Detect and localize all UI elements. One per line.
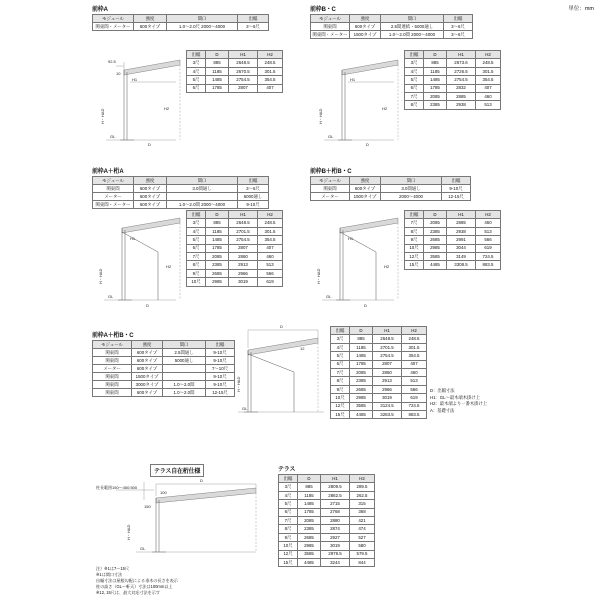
- svg-text:GL: GL: [242, 406, 248, 411]
- section-maewaku-bc-keta-bc: [310, 166, 471, 201]
- svg-text:D: D: [200, 478, 203, 483]
- terrace-title: [278, 464, 295, 474]
- drawing-maewaku-a-keta-a: [96, 208, 182, 313]
- drawing-maewaku-bc: [314, 48, 400, 153]
- table-row: メーター 1500タイプ 2000～4000 12-15尺: [311, 193, 471, 201]
- footer-note: 出幅寸法は屋根勾配による垂木の長さを表示: [96, 577, 178, 583]
- svg-text:D: D: [148, 142, 151, 147]
- footer-note: 柱の高さ（GL～軒天）寸法は100mm以上: [96, 583, 173, 589]
- dim-table-maewaku-a-keta-bc: [330, 326, 427, 419]
- table-row: 7尺 2085 2860 460: [187, 252, 283, 260]
- svg-text:D: D: [146, 303, 149, 308]
- spec-table: モジュール 強度 間口 出幅 関東間 600タイプ 2.5間連結・5000通し 3～6尺 関東間・メーター 1500タイプ 1.0～2.0間 2000～4000 3～6尺: [310, 14, 473, 39]
- table-row: 10尺 2985 3019 580: [279, 542, 375, 550]
- footer-notes: [96, 566, 396, 596]
- dim-table-maewaku-bc: [404, 50, 501, 110]
- svg-text:GL: GL: [108, 294, 114, 299]
- table-row: 3尺 885 2809.5 289.5: [279, 483, 375, 491]
- footer-note: ※1は間口寸法: [96, 571, 123, 577]
- svg-text:GL: GL: [326, 294, 332, 299]
- table-row: 関東間 600タイプ 5000通し 9-10尺: [93, 357, 235, 365]
- spec-table: モジュール 強度 間口 出幅 関東間 600タイプ 3.0間通し 3～6尺 メーター 600タイプ 6000通し 関東間・メーター 600タイプ 1.0～2.0間 2000～4000 9-10尺: [92, 176, 269, 209]
- dim-table: 出幅 D H1 H2 3尺 885 2648.5 248.5 4尺 1185 2701.5 301.5 5尺 1485 2754.5 354.5 6尺 1785 2807 407 7尺 2085 2860 460 8尺 2385 2913 513 9尺 2685 2966 566 10尺 2985 3019 619: [186, 210, 283, 287]
- table-row: 関東間・メーター 600タイプ 1.0～2.0尺 2000～4000 3～6尺: [93, 23, 269, 31]
- section-title: 前枠B・C: [310, 7, 336, 13]
- table-row: 10尺 2985 3019 619: [331, 394, 427, 402]
- col-module: モジュール: [93, 15, 134, 23]
- svg-text:H1: H1: [130, 236, 136, 241]
- legend-item: H1：GL～最木端木掛け上: [430, 394, 480, 400]
- dim-table: 出幅 D H1 H2 3尺 885 2673.6 248.5 4尺 1185 2726.5 301.5 5尺 1485 2754.5 354.5 6尺 1785 2832 407 7尺 2085 2885 460 8尺 2385 2938 513: [404, 50, 501, 110]
- section-maewaku-a-keta-a: [92, 166, 269, 209]
- unit-label: 単位：mm: [568, 6, 594, 12]
- svg-text:H・HAD: H・HAD: [236, 376, 241, 392]
- dim-table-maewaku-a-keta-a: [186, 210, 283, 287]
- drawing-maewaku-a: [96, 48, 182, 153]
- section-title-terrace: テラス: [278, 467, 296, 473]
- table-row: 6尺 1785 2807 407: [331, 360, 427, 368]
- svg-text:H1: H1: [132, 77, 138, 82]
- legend-item: A：基礎寸法: [430, 407, 455, 413]
- table-row: 8尺 2385 2938 513: [405, 101, 501, 109]
- table-row: 9尺 2685 2991 566: [405, 236, 501, 244]
- svg-text:H2: H2: [164, 106, 170, 111]
- table-row: 4尺 1185 2726.5 301.5: [405, 67, 501, 75]
- svg-text:H・HAD: H・HAD: [100, 108, 105, 124]
- section-title: 前枠A＋桁B・C: [92, 333, 134, 339]
- svg-text:GL: GL: [140, 546, 146, 551]
- spec-table: [92, 14, 269, 31]
- table-row: 8尺 2385 2874 474: [279, 525, 375, 533]
- table-row: 関東間 600タイプ 3.0間通し 3～6尺: [93, 185, 269, 193]
- table-row: 5尺 1485 2715 315: [279, 500, 375, 508]
- drawing-maewaku-a-keta-bc: [236, 316, 328, 426]
- table-row: 4尺 1185 2701.5 301.5: [331, 343, 427, 351]
- table-row: 関東間 600タイプ 3.0間通し 9-10尺: [311, 185, 471, 193]
- svg-text:GL: GL: [110, 134, 116, 139]
- svg-text:H・HAD: H・HAD: [126, 524, 131, 540]
- section-title: 前枠A＋桁A: [92, 169, 124, 175]
- table-row: 6尺 1785 2807 407: [187, 244, 283, 252]
- svg-text:H・HAD: H・HAD: [316, 268, 321, 284]
- table-row: 15尺 4485 3244 844: [279, 558, 375, 566]
- dim-table: 出幅 D H1 H2 7尺 2085 2885 460 8尺 2385 2938 513 9尺 2685 2991 566 10尺 2985 3044 619 12尺 3585 3149 724.5 15尺 4485 3308.5 883.5: [404, 210, 501, 270]
- table-row: 10尺 2985 3019 619: [187, 278, 283, 286]
- svg-text:H2: H2: [382, 106, 388, 111]
- dim-table: 出幅 D H1 H2 3尺 885 2648.5 248.5 4尺 1185 2701.5 301.5 5尺 1485 2754.5 354.5 6尺 1785 2807 407 7尺 2085 2860 460 8尺 2385 2913 513 9尺 2685 2966 566 10尺 2985 3019 619 12尺 3585 3124.5 724.5 15尺 4485 3283.5 883.5: [330, 326, 427, 419]
- dimension-legend: [430, 388, 530, 415]
- svg-text:D: D: [280, 324, 283, 329]
- table-row: 9尺 2685 2966 566: [331, 385, 427, 393]
- table-row: 7尺 2085 2860 460: [331, 368, 427, 376]
- drawing-terrace-jizai: [96, 476, 266, 566]
- svg-text:12: 12: [300, 346, 305, 351]
- svg-text:H2: H2: [166, 264, 172, 269]
- svg-text:柱長範囲150～450:500: 柱長範囲150～450:500: [96, 485, 138, 490]
- table-row: 9尺 2685 2927 527: [279, 533, 375, 541]
- col-width: 間口: [167, 15, 238, 23]
- dim-table: 出幅 D H1 H2 3尺 885 2648.5 248.5 4尺 1185 2670.5 301.5 5尺 1485 2754.5 354.5 6尺 1785 2807 407: [186, 50, 283, 93]
- table-row: 12尺 3585 2979.5 579.5: [279, 550, 375, 558]
- svg-text:92.5: 92.5: [108, 59, 116, 64]
- table-row: 関東間 600タイプ 1.0～2.0間 12-15尺: [93, 389, 235, 397]
- table-row: 関東間 600タイプ 2.5間連結・5000通し 3～6尺: [311, 23, 473, 31]
- table-row: 関東間 1500タイプ 9-10尺: [93, 373, 235, 381]
- spec-table: モジュール 強度 間口 出幅 関東間 600タイプ 3.0間通し 9-10尺 メーター 1500タイプ 2000～4000 12-15尺: [310, 176, 471, 201]
- table-row: 3尺 885 2648.5 248.5: [187, 59, 283, 67]
- table-row: 5尺 1485 2754.5 354.5: [187, 236, 283, 244]
- svg-text:D: D: [364, 303, 367, 308]
- table-row: 12尺 3585 3124.5 724.5: [331, 402, 427, 410]
- svg-text:H・HAD: H・HAD: [318, 108, 323, 124]
- section-maewaku-a: [92, 4, 269, 31]
- table-row: 15尺 4485 3283.5 883.5: [331, 410, 427, 418]
- col-strength: 強度: [134, 15, 167, 23]
- table-row: 5尺 1485 2754.5 354.5: [405, 76, 501, 84]
- table-row: 関東間・メーター 1500タイプ 1.0～2.0間 2000～4000 3～6尺: [311, 31, 473, 39]
- table-row: 6尺 1785 2807 407: [187, 84, 283, 92]
- section-title: テラス自在桁仕様: [150, 464, 204, 477]
- table-row: 6尺 1785 2832 407: [405, 84, 501, 92]
- table-row: 7尺 2085 2880 421: [279, 516, 375, 524]
- table-row: 6尺 1785 2768 368: [279, 508, 375, 516]
- table-row: 4尺 1185 2862.5 262.5: [279, 491, 375, 499]
- svg-text:H1: H1: [348, 236, 354, 241]
- table-row: 関東間 600タイプ 2.5間通し 9-10尺: [93, 349, 235, 357]
- footer-note: ※12, 15尺は、最大対応寸法を示す: [96, 589, 160, 595]
- table-row: メーター 600タイプ 7～10尺: [93, 365, 235, 373]
- section-title: 前枠B＋桁B・C: [310, 169, 352, 175]
- table-row: 関東間・メーター 600タイプ 1.0～2.0間 2000～4000 9-10尺: [93, 201, 269, 209]
- table-row: 8尺 2385 2913 513: [331, 377, 427, 385]
- drawing-maewaku-bc-keta-bc: [314, 208, 400, 313]
- spec-table: モジュール 強度 間口 出幅 関東間 600タイプ 2.5間通し 9-10尺 関東間 600タイプ 5000通し 9-10尺 メーター 600タイプ 7～10尺 関東間 1500タイプ 9-10尺 関東間 3000タイプ 1.0～2.0間 9-10尺 関東間 600タイプ 1.0～2.0間 12-15尺: [92, 340, 235, 397]
- svg-text:H1: H1: [350, 77, 356, 82]
- section-title: 前枠A: [92, 7, 108, 13]
- table-row: 3尺 885 2673.6 248.5: [405, 59, 501, 67]
- section-maewaku-bc: [310, 4, 473, 39]
- col-depth: 出幅: [238, 15, 269, 23]
- table-row: 4尺 1185 2670.5 301.5: [187, 67, 283, 75]
- dim-table: 出幅 D H1 H2 3尺 885 2809.5 289.5 4尺 1185 2862.5 262.5 5尺 1485 2715 315 6尺 1785 2768 368 7尺 2085 2880 421 8尺 2385 2874 474 9尺 2685 2927 527 10尺 2985 3019 580 12尺 3585 2979.5 579.5 15尺 4485 3244 844: [278, 474, 375, 567]
- svg-text:GL: GL: [328, 134, 334, 139]
- table-row: 10尺 2985 3044 619: [405, 244, 501, 252]
- svg-text:150: 150: [144, 504, 151, 509]
- table-row: 12尺 3585 3149 724.5: [405, 252, 501, 260]
- svg-text:10: 10: [116, 71, 121, 76]
- table-row: メーター 600タイプ 6000通し: [93, 193, 269, 201]
- table-row: 9尺 2685 2966 566: [187, 269, 283, 277]
- table-row: 5尺 1485 2754.5 354.5: [331, 352, 427, 360]
- table-row: 8尺 2385 2913 513: [187, 261, 283, 269]
- legend-item: H2：最木端より一番木掛け上: [430, 401, 488, 407]
- table-row: 8尺 2385 2938 513: [405, 227, 501, 235]
- table-row: 5尺 1485 2754.5 354.5: [187, 76, 283, 84]
- table-row: 7尺 2085 2885 460: [405, 219, 501, 227]
- dim-table-maewaku-bc-keta-bc: [404, 210, 501, 270]
- svg-text:D: D: [366, 142, 369, 147]
- svg-text:H・HAD: H・HAD: [98, 268, 103, 284]
- legend-item: D：出幅寸法: [430, 388, 455, 393]
- table-row: 3尺 885 2648.5 248.5: [187, 219, 283, 227]
- footer-note: 注）※1は7～15尺: [96, 566, 130, 571]
- svg-text:100: 100: [160, 490, 167, 495]
- section-maewaku-a-keta-bc: [92, 330, 235, 397]
- dim-table-maewaku-a: [186, 50, 283, 93]
- table-row: 関東間 3000タイプ 1.0～2.0間 9-10尺: [93, 381, 235, 389]
- table-row: 7尺 2085 2885 460: [405, 92, 501, 100]
- table-row: 15尺 4485 3308.5 883.5: [405, 261, 501, 269]
- table-row: 3尺 885 2648.5 248.5: [331, 335, 427, 343]
- table-row: 4尺 1185 2701.5 301.5: [187, 227, 283, 235]
- svg-text:H2: H2: [384, 264, 390, 269]
- dim-table-terrace: [278, 474, 375, 567]
